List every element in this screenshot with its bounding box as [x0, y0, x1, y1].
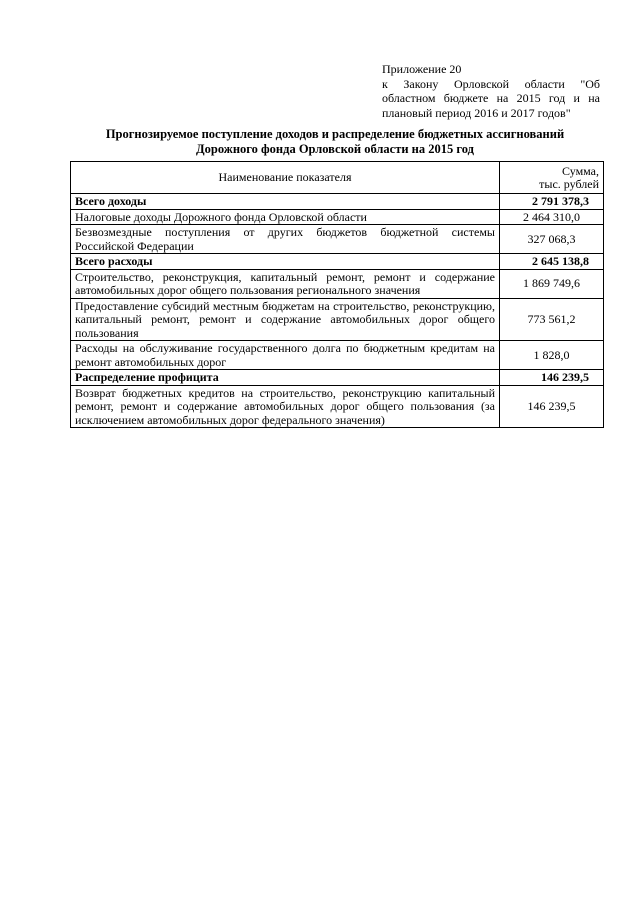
row-sum: 146 239,5 — [500, 370, 604, 386]
row-name: Строительство, реконструкция, капитальный ремонт, ремонт и содержание автомобильных дорог общего пользования регионального значения — [71, 269, 500, 298]
document-title — [60, 127, 610, 157]
row-name: Всего доходы — [71, 194, 500, 210]
table-row — [71, 298, 604, 341]
header-sum — [500, 162, 604, 194]
header-sum-line-2: тыс. рублей — [539, 177, 599, 191]
table-header-row — [71, 162, 604, 194]
table-row — [71, 341, 604, 370]
budget-table — [70, 161, 604, 428]
table-row-surplus-distribution — [71, 370, 604, 386]
row-name: Всего расходы — [71, 254, 500, 270]
row-sum: 327 068,3 — [500, 225, 604, 254]
appendix-note — [382, 62, 600, 120]
appendix-law-reference: к Закону Орловской области "Об областном бюджете на 2015 год и на плановый период 2016 и 2017 годов" — [382, 76, 600, 120]
row-sum: 1 869 749,6 — [500, 269, 604, 298]
row-name: Предоставление субсидий местным бюджетам на строительство, реконструкцию, капитальный ремонт, ремонт и содержание автомобильных дорог общего пользования — [71, 298, 500, 341]
header-sum-line-1: Сумма, — [562, 163, 599, 178]
title-line-2: Дорожного фонда Орловской области на 2015 год — [196, 142, 474, 156]
row-sum: 146 239,5 — [500, 385, 604, 428]
row-name: Налоговые доходы Дорожного фонда Орловской области — [71, 209, 500, 225]
row-name: Возврат бюджетных кредитов на строительство, реконструкцию капитальный ремонт, ремонт и содержание автомобильных дорог общего пользования (за исключением автомобильных дорог федерального значения) — [71, 385, 500, 428]
row-sum: 1 828,0 — [500, 341, 604, 370]
row-sum: 2 645 138,8 — [500, 254, 604, 270]
row-sum: 2 464 310,0 — [500, 209, 604, 225]
table-row — [71, 209, 604, 225]
table-row-total-expenses — [71, 254, 604, 270]
row-sum: 2 791 378,3 — [500, 194, 604, 210]
header-indicator-name: Наименование показателя — [71, 162, 500, 194]
row-sum: 773 561,2 — [500, 298, 604, 341]
title-line-1: Прогнозируемое поступление доходов и распределение бюджетных ассигнований — [105, 127, 565, 141]
row-name: Расходы на обслуживание государственного долга по бюджетным кредитам на ремонт автомобильных дорог — [71, 341, 500, 370]
table-row — [71, 269, 604, 298]
table-row — [71, 385, 604, 428]
table-row-total-income — [71, 194, 604, 210]
table-row — [71, 225, 604, 254]
row-name: Безвозмездные поступления от других бюджетов бюджетной системы Российской Федерации — [71, 225, 500, 254]
row-name: Распределение профицита — [71, 370, 500, 386]
appendix-number: Приложение 20 — [382, 62, 462, 76]
